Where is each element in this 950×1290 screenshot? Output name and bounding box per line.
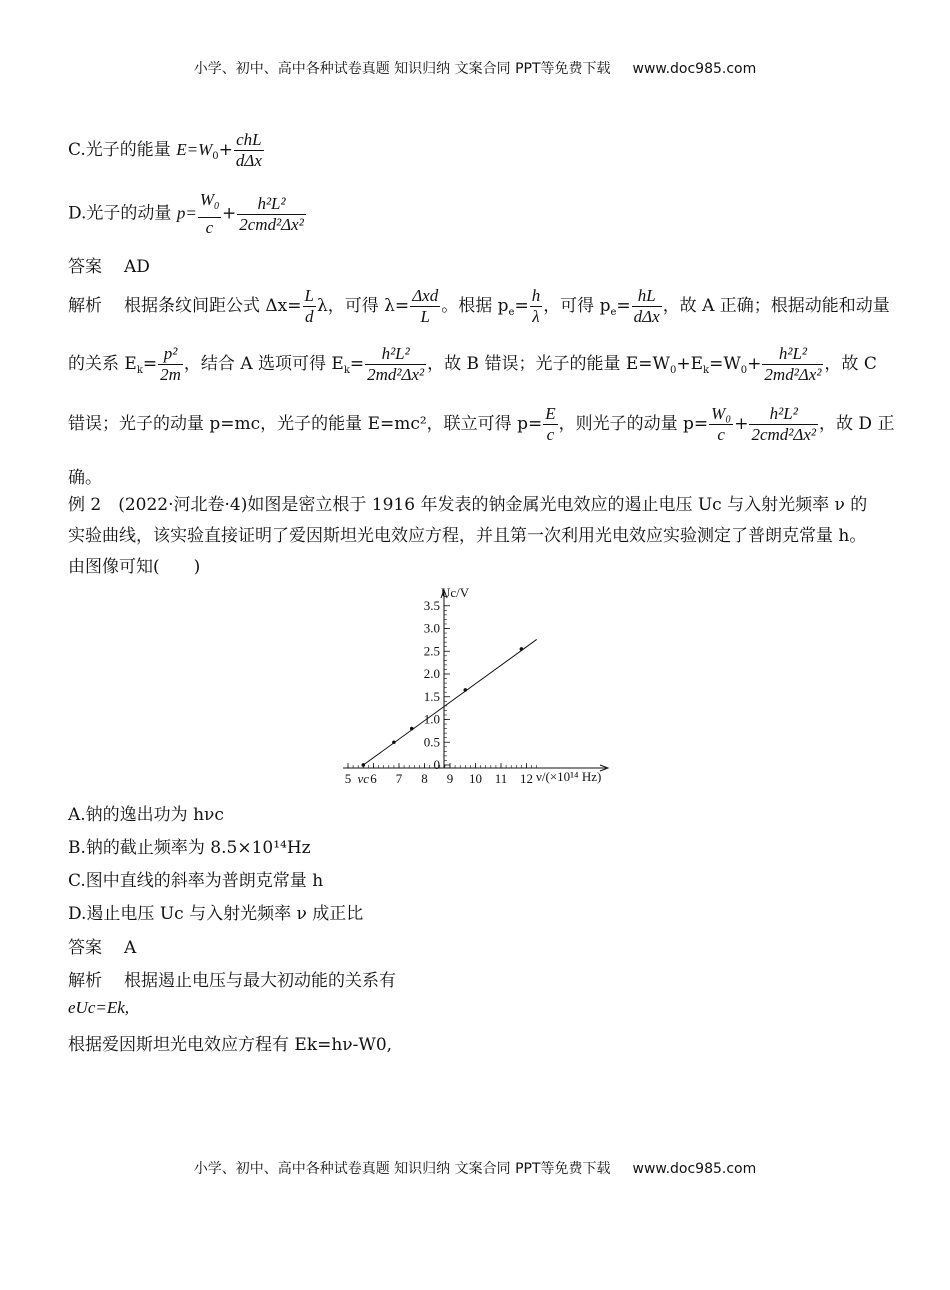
sub: 0 bbox=[669, 365, 677, 376]
x-tick-label: 11 bbox=[494, 771, 508, 786]
option-c-sub: 0 bbox=[212, 151, 219, 162]
text: = bbox=[142, 354, 158, 374]
data-point bbox=[410, 727, 414, 731]
frac-den: 2md²Δx² bbox=[367, 365, 425, 384]
frac-num: h²L² bbox=[237, 194, 306, 215]
frac-den: 2cmd²Δx² bbox=[751, 425, 817, 444]
q2-option-d: D.遏止电压 Uc 与入射光频率 ν 成正比 bbox=[68, 904, 364, 924]
y-tick-label: 0.5 bbox=[423, 734, 440, 750]
q1-option-d bbox=[68, 190, 307, 238]
q2-option-c: C.图中直线的斜率为普朗克常量 h bbox=[68, 871, 324, 891]
footer-text: 小学、初中、高中各种试卷真题 知识归纳 文案合同 PPT等免费下载 bbox=[193, 1161, 611, 1177]
sub: 0 bbox=[740, 365, 748, 376]
y-tick-label: 3.5 bbox=[423, 597, 440, 613]
q2-option-a: A.钠的逸出功为 hνc bbox=[68, 805, 224, 825]
answer-value: A bbox=[124, 938, 137, 958]
header-site[interactable]: www.doc985.com bbox=[632, 61, 757, 77]
text: 根据条纹间距公式 Δx= bbox=[124, 296, 302, 316]
fit-line bbox=[363, 639, 536, 765]
frac-num: h bbox=[531, 286, 541, 305]
text: = bbox=[349, 354, 365, 374]
text: ，故 A 正确；根据动能和动量 bbox=[662, 296, 890, 316]
text: + bbox=[734, 414, 749, 434]
text: 。根据 p bbox=[441, 296, 509, 316]
x-tick-label: 9 bbox=[446, 771, 454, 786]
frac-num-sub: 0 bbox=[214, 201, 219, 212]
frac-num: chL bbox=[234, 130, 264, 151]
option-c-fraction bbox=[234, 130, 264, 171]
q2-stem: 例 2 (2022·河北卷·4)如图是密立根于 1916 年发表的钠金属光电效应的遏止电压 Uc 与入射光频率 ν 的实验曲线，该实验直接证明了爱因斯坦光电效应方程，并且第一次利用光电效应实验测定了普朗克常量 h。由图像可知( ) bbox=[68, 495, 868, 577]
frac-num: hL bbox=[632, 286, 662, 307]
text: + bbox=[747, 354, 762, 374]
q2-option-b: B.钠的截止频率为 8.5×10¹⁴Hz bbox=[68, 838, 311, 858]
option-d-frac1 bbox=[198, 190, 221, 238]
frac-den: 2cmd²Δx² bbox=[239, 214, 304, 234]
y-tick-label: 1.5 bbox=[423, 688, 440, 704]
frac-den: c bbox=[546, 425, 555, 444]
y-tick-label: 1.0 bbox=[423, 711, 440, 727]
q1-explain-line1 bbox=[68, 286, 890, 327]
x-axis-label: ν/(×10¹⁴ Hz) bbox=[536, 769, 602, 784]
text: 根据遏止电压与最大初动能的关系有 bbox=[124, 971, 396, 991]
explain-label: 解析 bbox=[68, 296, 102, 316]
explain-label: 解析 bbox=[68, 971, 102, 991]
frac-den: 2m bbox=[160, 365, 181, 384]
sub: k bbox=[343, 365, 350, 376]
text: 错误；光子的动量 p=mc，光子的能量 E=mc²，联立可得 p= bbox=[68, 414, 543, 434]
y-tick-label: 2.0 bbox=[423, 666, 440, 681]
text: = bbox=[514, 296, 529, 316]
sub: k bbox=[136, 365, 143, 376]
q2-explain-line1 bbox=[68, 966, 396, 991]
q1-explain-line3 bbox=[68, 404, 894, 445]
text: =W bbox=[709, 354, 741, 374]
answer-label: 答案 bbox=[68, 938, 102, 958]
frac-den: dΔx bbox=[235, 151, 262, 170]
text: ，则光子的动量 p= bbox=[558, 414, 709, 434]
y-tick-label: 2.5 bbox=[423, 643, 440, 659]
answer-value: AD bbox=[124, 257, 150, 277]
q2-explain-line2: eUc=Ek, bbox=[68, 998, 130, 1017]
x-tick-label: 10 bbox=[469, 771, 482, 786]
x-tick-label: 5 bbox=[344, 771, 352, 786]
option-c-prefix: C.光子的能量 bbox=[68, 140, 177, 160]
data-point bbox=[362, 763, 366, 767]
frac-den: 2md²Δx² bbox=[764, 365, 822, 384]
q1-explain-line2 bbox=[68, 344, 877, 385]
option-d-frac2 bbox=[237, 194, 306, 235]
header-text: 小学、初中、高中各种试卷真题 知识归纳 文案合同 PPT等免费下载 bbox=[193, 61, 611, 77]
frac-num: E bbox=[545, 404, 556, 423]
sub: k bbox=[703, 365, 710, 376]
page-footer bbox=[0, 1158, 950, 1178]
frac-num: W₀ bbox=[711, 404, 732, 423]
text: = bbox=[616, 296, 631, 316]
x-tick-label: 6 bbox=[370, 771, 377, 786]
uc-vs-frequency-chart bbox=[338, 584, 628, 794]
y-tick-label: 0 bbox=[433, 757, 440, 772]
option-c-plus: + bbox=[218, 140, 233, 160]
sub: e bbox=[610, 307, 617, 318]
x-tick-label: 7 bbox=[395, 771, 403, 786]
option-d-plus: + bbox=[222, 203, 237, 224]
text: ，结合 A 选项可得 E bbox=[183, 354, 344, 374]
text: 的关系 E bbox=[68, 354, 137, 374]
x-tick-label: 12 bbox=[520, 771, 533, 786]
option-c-lhs: E=W bbox=[176, 140, 213, 159]
frac-den: dΔx bbox=[633, 307, 660, 326]
frac-den: d bbox=[305, 307, 314, 326]
x-tick-label: 8 bbox=[421, 771, 428, 786]
option-d-lhs: p= bbox=[176, 203, 197, 223]
frac-num: Δxd bbox=[412, 286, 439, 305]
text: ，故 D 正 bbox=[819, 414, 895, 434]
q2-answer bbox=[68, 933, 136, 958]
y-axis-label: Uc/V bbox=[441, 585, 470, 600]
frac-den: c bbox=[717, 425, 725, 444]
sub: e bbox=[508, 307, 515, 318]
data-point bbox=[392, 740, 396, 744]
text: ，可得 p bbox=[543, 296, 611, 316]
page-header bbox=[0, 58, 950, 78]
option-d-prefix: D.光子的动量 bbox=[68, 203, 177, 224]
text: ，故 C bbox=[824, 354, 877, 374]
footer-site[interactable]: www.doc985.com bbox=[632, 1161, 757, 1177]
frac-num: h²L² bbox=[365, 344, 426, 365]
frac-den: c bbox=[205, 218, 214, 237]
frac-den: L bbox=[420, 307, 430, 326]
y-tick-label: 3.0 bbox=[423, 620, 440, 636]
text: +E bbox=[676, 354, 704, 374]
frac-den: λ bbox=[532, 307, 540, 326]
frac-num: h²L² bbox=[762, 344, 823, 365]
frac-num: h²L² bbox=[749, 404, 818, 425]
frac-num: L bbox=[304, 286, 314, 305]
answer-label: 答案 bbox=[68, 257, 102, 277]
frac-num: p² bbox=[158, 344, 183, 365]
data-point bbox=[520, 647, 524, 651]
frac-num: W bbox=[199, 190, 214, 209]
text: λ，可得 λ= bbox=[316, 296, 410, 316]
data-point bbox=[464, 688, 468, 692]
q1-answer bbox=[68, 252, 150, 277]
text: ，故 B 错误；光子的能量 E=W bbox=[427, 354, 670, 374]
q1-option-c bbox=[68, 130, 265, 171]
q2-explain-line3: 根据爱因斯坦光电效应方程有 Ek=hν-W0, bbox=[68, 1035, 393, 1055]
q1-explain-line4: 确。 bbox=[68, 468, 102, 488]
x-tick-label: νc bbox=[357, 771, 370, 786]
